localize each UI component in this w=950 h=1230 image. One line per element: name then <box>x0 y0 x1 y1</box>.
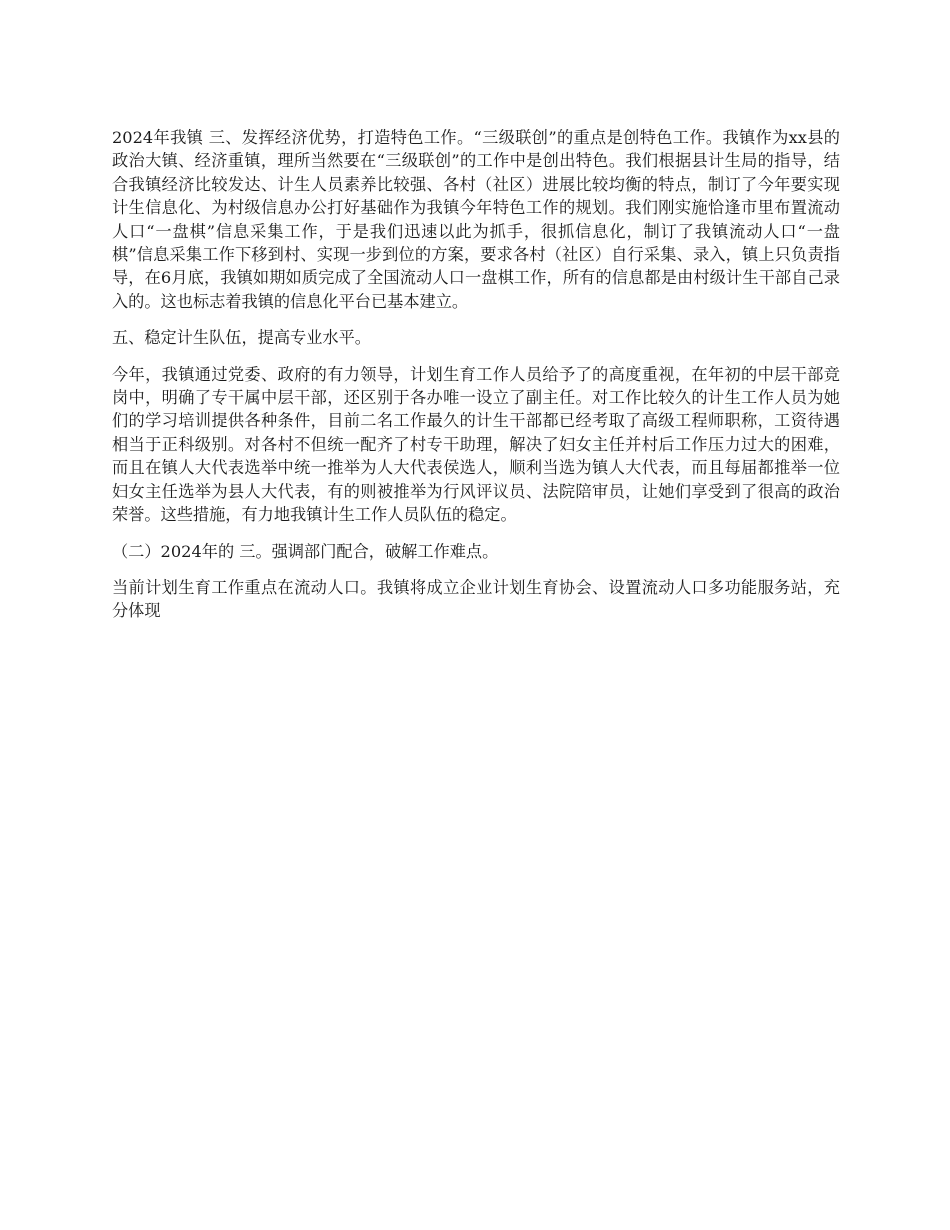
section-heading-team: 五、稳定计生队伍，提高专业水平。 <box>112 328 371 348</box>
section-heading-cooperation: （二）2024年的 三。强调部门配合，破解工作难点。 <box>112 541 499 561</box>
paragraph-floating-population: 当前计划生育工作重点在流动人口。我镇将成立企业计划生育协会、设置流动人口多功能服务站，充分体现 <box>112 577 840 621</box>
paragraph-feature-work: 2024年我镇 三、发挥经济优势，打造特色工作。“三级联创”的重点是创特色工作。我镇作为xx县的政治大镇、经济重镇，理所当然要在“三级联创”的工作中是创出特色。我们根据县计生局的指导，结合我镇经济比较发达、计生人员素养比较强、各村（社区）进展比较均衡的特点，制订了今年要实现计生信息化、为村级信息办公打好基础作为我镇今年特色工作的规划。我们刚实施恰逢市里布置流动人口“一盘棋”信息采集工作，于是我们迅速以此为抓手，很抓信息化，制订了我镇流动人口“一盘棋”信息采集工作下移到村、实现一步到位的方案，要求各村（社区）自行采集、录入，镇上只负责指导，在6月底，我镇如期如质完成了全国流动人口一盘棋工作，所有的信息都是由村级计生干部自己录入的。这也标志着我镇的信息化平台已基本建立。 <box>112 128 840 311</box>
paragraph-team-stability: 今年，我镇通过党委、政府的有力领导，计划生育工作人员给予了的高度重视，在年初的中层干部竞岗中，明确了专干属中层干部，还区别于各办唯一设立了副主任。对工作比较久的计生工作人员为她们的学习培训提供各种条件，目前二名工作最久的计生干部都已经考取了高级工程师职称，工资待遇相当于正科级别。对各村不但统一配齐了村专干助理，解决了妇女主任并村后工作压力过大的困难，而且在镇人大代表选举中统一推举为人大代表侯选人，顺利当选为镇人大代表，而且每届都推举一位妇女主任选举为县人大代表，有的则被推举为行风评议员、法院陪审员，让她们享受到了很高的政治荣誉。这些措施，有力地我镇计生工作人员队伍的稳定。 <box>112 364 840 525</box>
document-page <box>112 126 840 636</box>
